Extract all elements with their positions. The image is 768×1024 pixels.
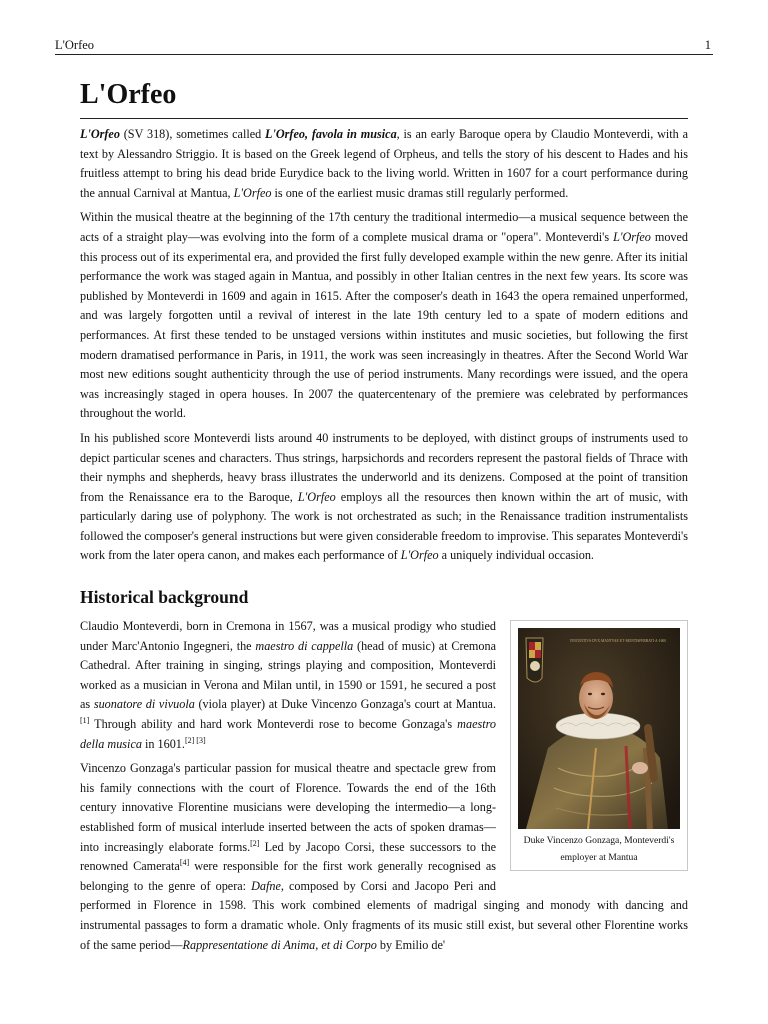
text-run: is one of the earliest music dramas still regularly performed. [271,185,569,200]
coat-of-arms [526,638,543,682]
citation-link[interactable]: [2] [250,838,260,848]
running-header [55,36,713,55]
intro-paragraph [80,125,688,203]
citation-link[interactable]: [3] [194,735,206,745]
italic-term: maestro della musica [80,717,496,751]
text-run: Claudio Monteverdi, born in Cremona in 1567, was a musical prodigy who studied under Marc'Antonio Ingegneri, the [80,619,496,653]
page-title: L'Orfeo [80,78,688,119]
paragraph-instruments [80,429,688,566]
text-run: by Emilio de' [376,937,446,952]
figure-caption: Duke Vincenzo Gonzaga, Monteverdi's employer at Mantua [523,835,675,864]
work-title-inline: L'Orfeo [613,229,651,244]
work-title: L'Orfeo [80,127,120,141]
section-heading: Historical background [80,587,249,608]
text-run: Led by Jacopo Corsi, these successors to the renowned Camerata [80,839,496,874]
text-run: In his published score Monteverdi lists around 40 instruments to be deployed, with distinct groups of instruments used to depict particular scenes and characters. Thus strings, harpsichords and recorders represent the pastoral fields of Thrace with their nymphs and shepherds, heavy brass illustrates the underworld and its denizens. Composed at the point of transition from the Renaissance era to the Baroque, [80,430,688,504]
work-title-inline: L'Orfeo [233,185,272,200]
work-alt-title: L'Orfeo, favola in musica [265,127,397,141]
work-title-inline: Rappresentatione di Anima, et di Corpo [182,937,377,952]
work-title-inline: L'Orfeo [400,548,439,563]
duke-portrait-painting [518,628,680,829]
paragraph-history [80,208,688,424]
page-number: 1 [704,38,711,52]
running-title: L'Orfeo [55,38,95,52]
text-run: , composed by Corsi and Jacopo Peri and performed in Florence in 1598. This work combined elements of madrigal singing and monody with dancing and instrumental passages to form a dramatic whole. Only fragments of its music still exist, but several other Florentine works of the same period— [80,878,688,952]
text-run: Through ability and hard work Monteverdi rose to become Gonzaga's [89,717,458,732]
portrait-image [518,628,680,829]
text-run: (viola player) at Duke Vincenzo Gonzaga's court at Mantua. [194,697,497,712]
text-run: Within the musical theatre at the beginning of the 17th century the traditional intermedio—a musical sequence between the acts of a straight play—was evolving into the form of a complete musical drama or "opera". Monteverdi's [80,210,688,244]
text-run: a uniquely individual occasion. [438,548,594,563]
figure-portrait [510,620,688,871]
text-run: were responsible for the first work generally recognised as belonging to the genre of opera: [80,859,496,893]
text-run: Vincenzo Gonzaga's particular passion for musical theatre and spectacle grew from his family connections with the court of Florence. Towards the end of the 16th century innovative Florentine musicians were developing the intermedio—a long-established form of musical interlude inserted between the acts of spoken dramas—into increasingly elaborate forms. [80,761,496,854]
citation-link[interactable]: [2] [184,735,195,745]
text-run: in 1601. [141,736,185,751]
article-body [80,78,688,960]
text-run: (SV 318), sometimes called [119,127,266,141]
text-run: , is an early Baroque opera by Claudio Monteverdi, with a text by Alessandro Striggio. It is based on the Greek legend of Orpheus, and tells the story of his descent to Hades and his fruitless attempt to bring his dead bride Eurydice back to the living world. Written in 1607 for a court performance during the annual Carnival at Mantua, [80,127,688,200]
work-title-inline: Dafne [251,878,281,893]
citation-link[interactable]: [1] [80,715,90,725]
italic-term: maestro di cappella [255,638,354,653]
citation-link[interactable]: [4] [179,858,190,868]
text-run: moved this process out of its experimental era, and provided the first fully developed example within the new genre. After its initial performance the work was staged again in Mantua, and possibly in other Italian centres in the next few years. Its score was published by Monteverdi in 1609 and again in 1615. After the composer's death in 1643 the opera remained unperformed, and was largely forgotten until a revival of interest in the late 19th century led to a spate of modern editions and performances. At first these tended to be unstaged versions within institutes and music societies, but following the first modern dramatised performance in Paris, in 1911, the work was seen increasingly in theatres. After the Second World War most new editions sought authenticity through the use of period instruments. Many recordings were issued, and the opera was increasingly staged in opera houses. In 2007 the quatercentenary of the premiere was celebrated by performances throughout the world. [80,229,689,421]
text-run: employs all the resources then known within the art of music, with particularly daring use of polyphony. The work is not orchestrated as such; in the Renaissance tradition instrumentalists followed the composer's general instructions but were given considerable freedom to improvise. This separates Monteverdi's work from the later opera canon, and makes each performance of [80,489,689,563]
work-title-inline: L'Orfeo [297,489,336,504]
italic-term: suonatore di vivuola [93,697,195,712]
portrait-inscription: VINCENTIVS·DVX·MANTVAE·ET·MONTISFERRATI·A·1600 [569,639,666,644]
text-run: (head of music) at Cremona Cathedral. After training in singing, strings playing and composition, Monteverdi worked as a musician in Verona and Milan until, in 1590 or 1591, he secured a post as [80,638,497,712]
